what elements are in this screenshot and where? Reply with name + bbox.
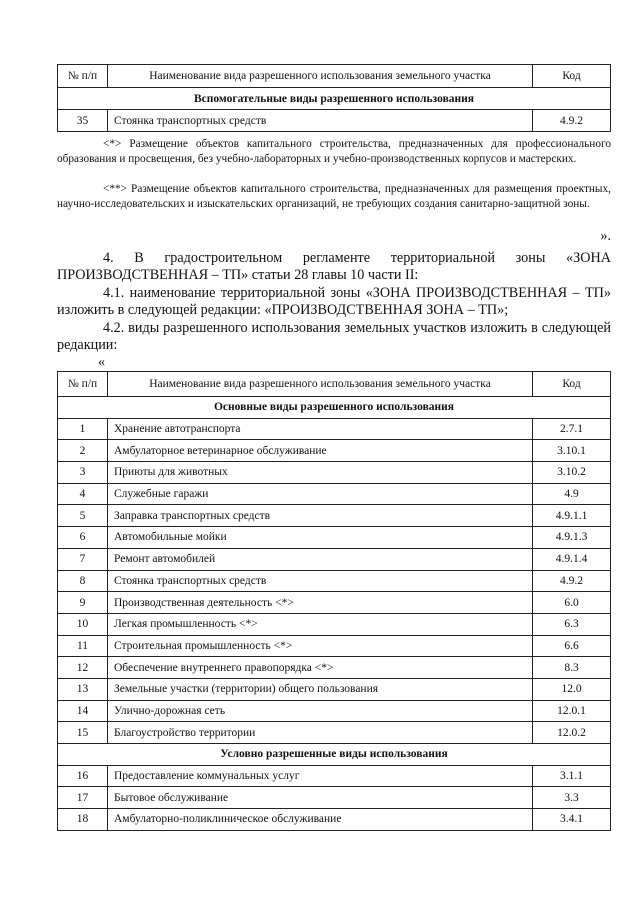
row-num: 9 (58, 592, 108, 614)
row-code: 8.3 (533, 657, 611, 679)
table-row (58, 440, 611, 462)
row-name: Предоставление коммунальных услуг (108, 765, 533, 787)
header-code: Код (533, 65, 611, 88)
row-num: 35 (58, 110, 108, 132)
row-code: 3.10.1 (533, 440, 611, 462)
row-name: Автомобильные мойки (108, 527, 533, 549)
table-row (58, 787, 611, 809)
header-code: Код (533, 372, 611, 397)
row-name: Амбулаторно-поликлиническое обслуживание (108, 809, 533, 831)
row-name: Служебные гаражи (108, 483, 533, 505)
paragraph-4: 4. В градостроительном регламенте территориальной зоны «ЗОНА ПРОИЗВОДСТВЕННАЯ – ТП» статьи 28 главы 10 части II: (57, 250, 611, 283)
table-row (58, 570, 611, 592)
row-name: Заправка транспортных средств (108, 505, 533, 527)
table-auxiliary-uses (57, 64, 611, 132)
row-num: 2 (58, 440, 108, 462)
table-row (58, 462, 611, 484)
row-num: 8 (58, 570, 108, 592)
row-num: 5 (58, 505, 108, 527)
closing-quote: ». (600, 228, 611, 244)
row-name: Амбулаторное ветеринарное обслуживание (108, 440, 533, 462)
footnote-1: <*> Размещение объектов капитального строительства, предназначенных для профессионального образования и просвещения, без учебно-лабораторных и учебно-производственных корпусов и мастерских. (57, 138, 611, 165)
table-row (58, 418, 611, 440)
table-row (58, 657, 611, 679)
row-num: 15 (58, 722, 108, 744)
row-code: 3.4.1 (533, 809, 611, 831)
table-row (58, 678, 611, 700)
row-code: 6.0 (533, 592, 611, 614)
row-code: 3.1.1 (533, 765, 611, 787)
table-row (58, 110, 611, 132)
table-row (58, 548, 611, 570)
row-name: Благоустройство территории (108, 722, 533, 744)
row-num: 4 (58, 483, 108, 505)
row-name: Легкая промышленность <*> (108, 613, 533, 635)
header-name: Наименование вида разрешенного использования земельного участка (108, 372, 533, 397)
row-num: 6 (58, 527, 108, 549)
table-zone-uses (57, 371, 611, 831)
row-code: 4.9.1.1 (533, 505, 611, 527)
table-row (58, 527, 611, 549)
section-row (58, 88, 611, 110)
row-num: 16 (58, 765, 108, 787)
table-row (58, 635, 611, 657)
section-title-main: Основные виды разрешенного использования (58, 397, 611, 419)
table-row (58, 592, 611, 614)
row-code: 4.9.1.4 (533, 548, 611, 570)
opening-quote: « (98, 354, 106, 370)
row-name: Земельные участки (территории) общего пользования (108, 678, 533, 700)
row-num: 18 (58, 809, 108, 831)
header-name: Наименование вида разрешенного использования земельного участка (108, 65, 533, 88)
row-name: Ремонт автомобилей (108, 548, 533, 570)
row-code: 4.9.2 (533, 570, 611, 592)
table-header-row (58, 372, 611, 397)
row-num: 10 (58, 613, 108, 635)
section-title: Вспомогательные виды разрешенного использования (58, 88, 611, 110)
row-num: 17 (58, 787, 108, 809)
table-row (58, 613, 611, 635)
row-code: 6.3 (533, 613, 611, 635)
header-num: № п/п (58, 372, 108, 397)
row-num: 14 (58, 700, 108, 722)
header-num: № п/п (58, 65, 108, 88)
row-code: 4.9.1.3 (533, 527, 611, 549)
section-row (58, 744, 611, 766)
paragraph-4-1: 4.1. наименование территориальной зоны «ЗОНА ПРОИЗВОДСТВЕННАЯ – ТП» изложить в следующей редакции: «ПРОИЗВОДСТВЕННАЯ ЗОНА – ТП»; (57, 285, 611, 318)
table-row (58, 700, 611, 722)
row-name: Приюты для животных (108, 462, 533, 484)
paragraph-4-2: 4.2. виды разрешенного использования земельных участков изложить в следующей редакции: (57, 320, 611, 353)
row-code: 3.10.2 (533, 462, 611, 484)
row-num: 1 (58, 418, 108, 440)
row-num: 3 (58, 462, 108, 484)
section-row (58, 397, 611, 419)
row-name: Стоянка транспортных средств (108, 110, 533, 132)
table-row (58, 505, 611, 527)
row-code: 12.0.1 (533, 700, 611, 722)
table-row (58, 483, 611, 505)
row-num: 7 (58, 548, 108, 570)
row-name: Производственная деятельность <*> (108, 592, 533, 614)
section-title-conditional: Условно разрешенные виды использования (58, 744, 611, 766)
row-name: Стоянка транспортных средств (108, 570, 533, 592)
row-code: 4.9 (533, 483, 611, 505)
row-name: Бытовое обслуживание (108, 787, 533, 809)
row-code: 3.3 (533, 787, 611, 809)
row-code: 6.6 (533, 635, 611, 657)
row-num: 11 (58, 635, 108, 657)
row-code: 12.0.2 (533, 722, 611, 744)
table-row (58, 765, 611, 787)
table-header-row (58, 65, 611, 88)
row-name: Строительная промышленность <*> (108, 635, 533, 657)
row-code: 12.0 (533, 678, 611, 700)
footnote-2: <**> Размещение объектов капитального строительства, предназначенных для размещения проектных, научно-исследовательских и изыскательских организаций, не требующих создания санитарно-защитной зоны. (57, 183, 611, 210)
row-name: Обеспечение внутреннего правопорядка <*> (108, 657, 533, 679)
table-row (58, 809, 611, 831)
row-num: 13 (58, 678, 108, 700)
row-name: Улично-дорожная сеть (108, 700, 533, 722)
table-row (58, 722, 611, 744)
row-num: 12 (58, 657, 108, 679)
row-name: Хранение автотранспорта (108, 418, 533, 440)
row-code: 2.7.1 (533, 418, 611, 440)
row-code: 4.9.2 (533, 110, 611, 132)
